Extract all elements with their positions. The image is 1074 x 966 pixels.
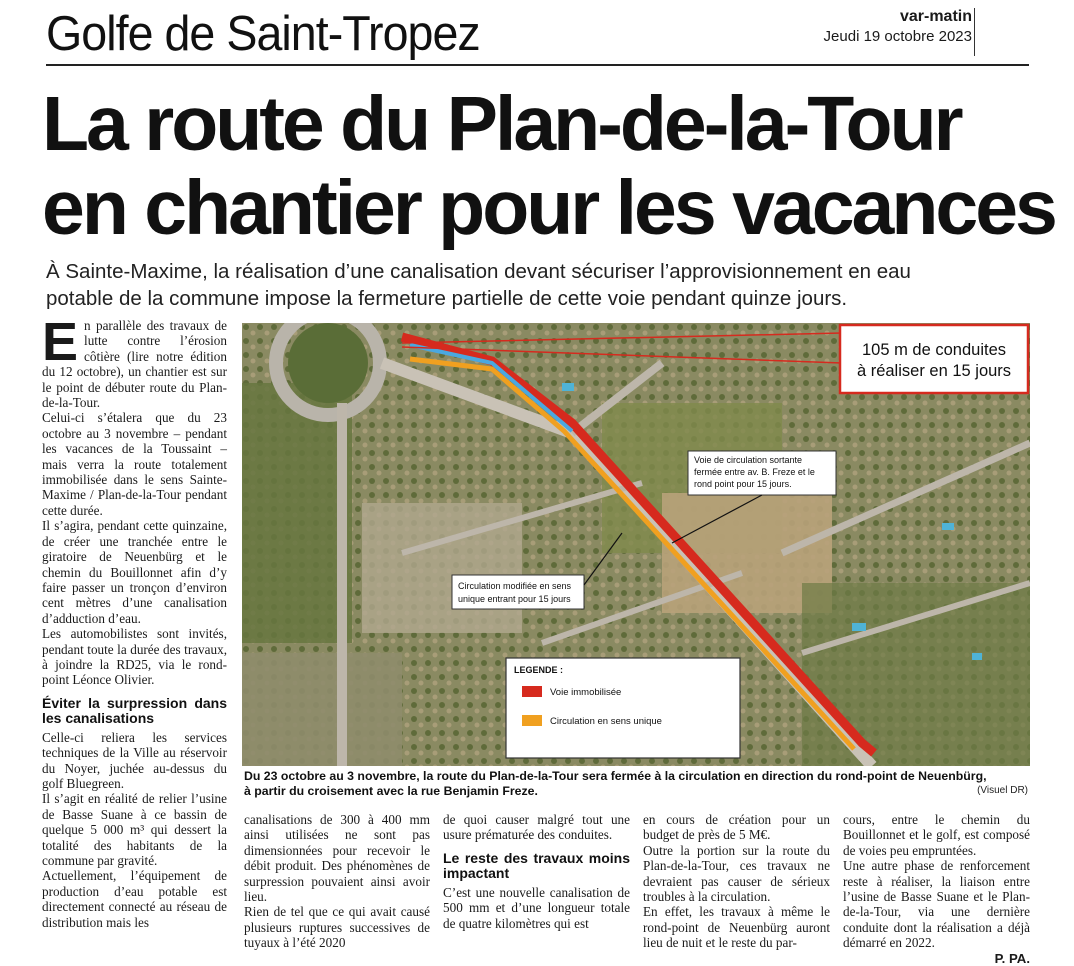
note-1-line-3: rond point pour 15 jours. <box>694 479 792 489</box>
note-2-line-2: unique entrant pour 15 jours <box>458 594 571 604</box>
intertitle: Le reste des travaux moins impactant <box>443 849 630 881</box>
paragraph: Une autre phase de renforcement reste à réaliser, la liaison entre l’usine de Basse Suane et le Plan-de-la-Tour, via une dernière conduite dont la réalisation a déjà démarré en 2022. <box>843 858 1030 951</box>
article-column-3 <box>443 812 630 931</box>
map-illustration <box>242 323 1030 766</box>
newspaper-name: var-matin <box>899 8 972 25</box>
map-caption <box>244 769 1030 798</box>
paragraph: Les automobilistes sont invités, pendant toute la durée des travaux, à joindre la RD25, via le rond-point Léonce Olivier. <box>42 626 227 688</box>
paragraph: C’est une nouvelle canalisation de 500 mm et d’une longueur totale de quatre kilomètres qui est <box>443 884 630 931</box>
author-signature: P. PA. <box>994 950 1030 966</box>
paragraph: Celui-ci s’étalera que du 23 octobre au 3 novembre – pendant les vacances de la Toussaint – mais verra la route totalement immobilisée dans le sens Sainte-Maxime / Plan-de-la-Tour pendant cette durée. <box>42 410 227 518</box>
note-2-line-1: Circulation modifiée en sens <box>458 581 572 591</box>
article-column-1 <box>42 312 227 930</box>
callout-line-2: à réaliser en 15 jours <box>856 362 1012 380</box>
note-1-line-2: fermée entre av. B. Freze et le <box>694 467 815 477</box>
publication-date: Jeudi 19 octobre 2023 <box>823 28 972 45</box>
paragraph: cours, entre le chemin du Bouillonnet et le golf, est composé de voies peu empruntées. <box>843 812 1030 858</box>
headline <box>42 81 1055 251</box>
legend-swatch-red <box>522 686 542 697</box>
legend-label-orange: Circulation en sens unique <box>550 716 662 727</box>
standfirst <box>46 258 1036 312</box>
legend-title: LEGENDE : <box>514 665 564 675</box>
paragraph: Celle-ci reliera les services techniques de la Ville au réservoir du Noyer, juchée au-dessus du golf Bluegreen. <box>42 729 227 791</box>
paragraph: Il s’agira, pendant cette quinzaine, de créer une tranchée entre le giratoire de Neuenbürg et le chemin du Bouillonnet afin d’y faire passer un tronçon d’environ cent mètres d’une canalisation d’adduction d’eau. <box>42 518 227 626</box>
paragraph: Il s’agit en réalité de relier l’usine de Basse Suane à ce bassin de quelque 5 000 m³ qui dessert la totalité des habitants de la commune par gravité. <box>42 791 227 868</box>
paragraph: de quoi causer malgré tout une usure prématurée des conduites. <box>443 812 630 843</box>
drop-cap: E <box>42 312 79 372</box>
headline-line-1: La route du Plan-de-la-Tour <box>42 81 961 167</box>
paragraph: Rien de tel que ce qui avait causé plusieurs ruptures successives de tuyaux à l’été 2020 <box>244 904 430 951</box>
standfirst-line-2: potable de la commune impose la fermeture partielle de cette voie pendant quinze jours. <box>46 287 848 310</box>
header-rule <box>46 64 1029 66</box>
paragraph: En effet, les travaux à même le rond-point de Neuenbürg auront lieu de nuit et le reste du par- <box>643 904 830 951</box>
standfirst-line-1: À Sainte-Maxime, la réalisation d’une canalisation devant sécuriser l’approvisionnement en eau <box>46 260 911 283</box>
note-1-line-1: Voie de circulation sortante <box>694 455 803 465</box>
paragraph: n parallèle des travaux de lutte contre l’érosion côtière (lire notre édition du 12 octobre), un chantier est sur le point de débuter route du Plan-de-la-Tour. <box>42 318 227 411</box>
paragraph: canalisations de 300 à 400 mm ainsi utilisées ne sont pas dimensionnées pour recevoir le débit produit. Des phénomènes de surpression pouvaient ainsi avoir lieu. <box>244 812 430 905</box>
article-column-2 <box>244 812 430 951</box>
callout-line-1: 105 m de conduites <box>861 341 1007 359</box>
caption-line-1: Du 23 octobre au 3 novembre, la route du Plan-de-la-Tour sera fermée à la circulation en direction du rond-point de Neuenbürg, <box>244 769 987 783</box>
caption-line-2: à partir du croisement avec la rue Benjamin Freze. <box>244 783 538 798</box>
photo-credit: (Visuel DR) <box>977 785 1028 796</box>
article-column-4 <box>643 812 830 951</box>
aerial-map <box>242 323 1030 766</box>
article-column-5 <box>843 812 1030 966</box>
legend-swatch-orange <box>522 715 542 726</box>
paragraph: en cours de création pour un budget de près de 5 M€. <box>643 812 830 843</box>
headline-line-2: en chantier pour les vacances <box>42 165 1055 251</box>
paragraph: Outre la portion sur la route du Plan-de-la-Tour, ces travaux ne devraient pas causer de sérieux troubles à la circulation. <box>643 842 830 905</box>
intertitle: Éviter la surpression dans les canalisations <box>42 694 227 726</box>
callout-box <box>840 325 1028 393</box>
legend-label-red: Voie immobilisée <box>550 687 622 698</box>
header-divider <box>974 8 975 56</box>
paragraph: Actuellement, l’équipement de production d’eau potable est directement connecté au réseau de distribution mais les <box>42 868 227 930</box>
section-title: Golfe de Saint-Tropez <box>46 7 480 61</box>
